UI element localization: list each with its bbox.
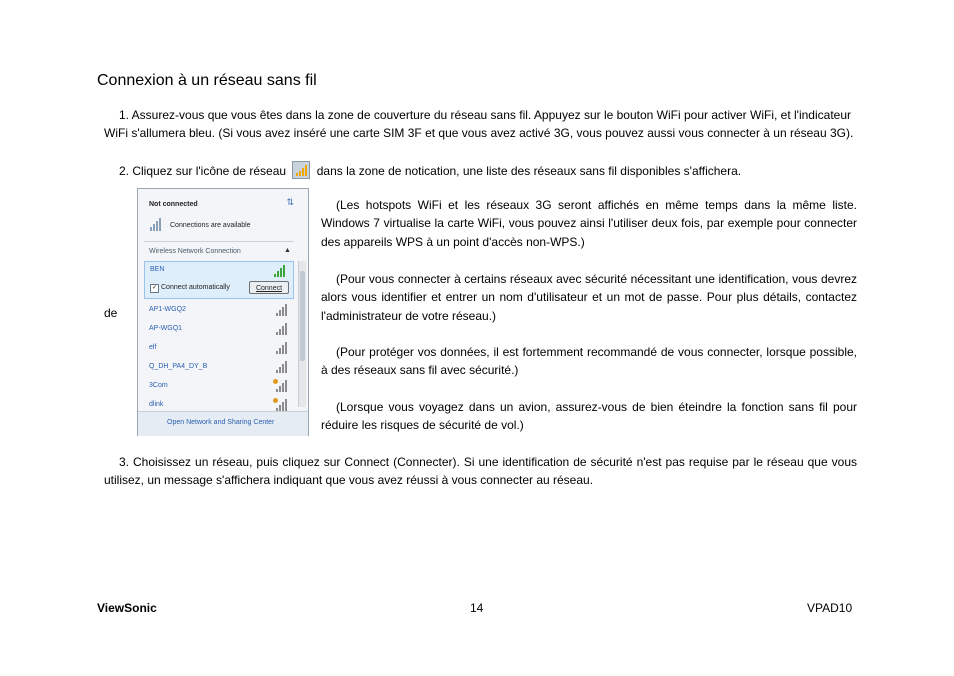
divider xyxy=(144,241,294,242)
network-signal-icon xyxy=(149,217,163,231)
note-airplane: (Lorsque vous voyagez dans un avion, assurez-vous de bien éteindre la fonction sans fil pour réduire les risques de sécurité de vol.) xyxy=(321,400,857,433)
network-list-item[interactable] xyxy=(149,399,289,411)
network-list-item[interactable] xyxy=(149,380,289,392)
network-name: 3Com xyxy=(149,382,168,389)
network-tray-icon xyxy=(292,161,310,179)
footer-model: VPAD10 xyxy=(807,601,853,615)
footer-brand: ViewSonic xyxy=(97,601,157,615)
connections-available-label: Connections are available xyxy=(170,222,251,229)
signal-strength-icon xyxy=(275,342,289,354)
selected-network-item[interactable] xyxy=(144,261,294,299)
signal-strength-icon xyxy=(273,265,287,277)
section-title: Wireless Network Connection xyxy=(149,248,241,255)
connect-button[interactable]: Connect xyxy=(249,281,289,294)
wireless-networks-popup xyxy=(137,188,309,436)
step-2-line xyxy=(104,161,741,180)
connections-available-row xyxy=(149,217,299,235)
network-list-scrollbar[interactable] xyxy=(298,261,306,407)
note-security: (Pour protéger vos données, il est fortemment recommandé de vous connecter, lorsque possible, à des réseaux sans fil avec sécurité.) xyxy=(321,345,857,378)
connect-automatically-label: Connect automatically xyxy=(161,284,230,291)
collapse-chevron-icon[interactable]: ▲ xyxy=(284,247,291,254)
refresh-icon[interactable]: ⇅ xyxy=(286,197,294,207)
note-hotspots: (Les hotspots WiFi et les réseaux 3G seront affichés en même temps dans la même liste. Windows 7 virtualise la carte WiFi, vous pouvez ainsi l'utiliser deux fois, par exemple pour connecter des appareils WPS à un point d'accès non-WPS.) xyxy=(321,198,857,249)
scrollbar-thumb[interactable] xyxy=(300,271,305,361)
network-name: AP-WGQ1 xyxy=(149,325,183,332)
network-name: BEN xyxy=(150,266,165,273)
connect-automatically-checkbox[interactable]: ✓ xyxy=(151,285,158,291)
network-name: dlink xyxy=(149,401,164,408)
secured-signal-icon xyxy=(275,399,289,411)
network-list-item[interactable] xyxy=(149,342,289,354)
network-sharing-center-link[interactable]: Open Network and Sharing Center xyxy=(167,419,275,426)
step-2-text-after: dans la zone de notication, une liste des réseaux sans fil disponibles s'affichera. xyxy=(316,164,742,178)
note-identification: (Pour vous connecter à certains réseaux avec sécurité nécessitant une identification, vous devrez alors vous identifier et entrer un nom d'utilisateur et un mot de passe. Pour plus détails, contactez l'administrateur de votre réseau.) xyxy=(321,272,857,323)
network-name: AP1-WGQ2 xyxy=(149,306,186,313)
network-name: elf xyxy=(149,344,157,351)
network-list-item[interactable] xyxy=(149,323,289,335)
popup-footer xyxy=(138,411,308,436)
network-list-item[interactable] xyxy=(149,361,289,373)
secured-signal-icon xyxy=(275,380,289,392)
page-number: 14 xyxy=(470,601,484,615)
signal-strength-icon xyxy=(275,304,289,316)
network-list-item[interactable] xyxy=(149,304,289,316)
step-2-text-before: 2. Cliquez sur l'icône de réseau xyxy=(119,164,287,178)
connection-status: Not connected xyxy=(149,201,198,208)
de-label: de xyxy=(104,306,118,320)
step-1-text: 1. Assurez-vous que vous êtes dans la zone de couverture du réseau sans fil. Appuyez sur le bouton WiFi pour activer WiFi, et l'indicateur WiFi s'allumera bleu. (Si vous avez inséré une carte SIM 3F et que vous avez activé 3G, vous pouvez aussi vous connecter à un réseau 3G). xyxy=(104,108,854,140)
signal-strength-icon xyxy=(275,323,289,335)
section-heading: Connexion à un réseau sans fil xyxy=(97,72,317,89)
signal-strength-icon xyxy=(275,361,289,373)
network-name: Q_DH_PA4_DY_B xyxy=(149,363,208,370)
step-3-text: 3. Choisissez un réseau, puis cliquez sur Connect (Connecter). Si une identification de sécurité n'est pas requise par le réseau que vous utilisez, un message s'affichera indiquant que vous avez réussi à vous connecter au réseau. xyxy=(104,455,857,488)
